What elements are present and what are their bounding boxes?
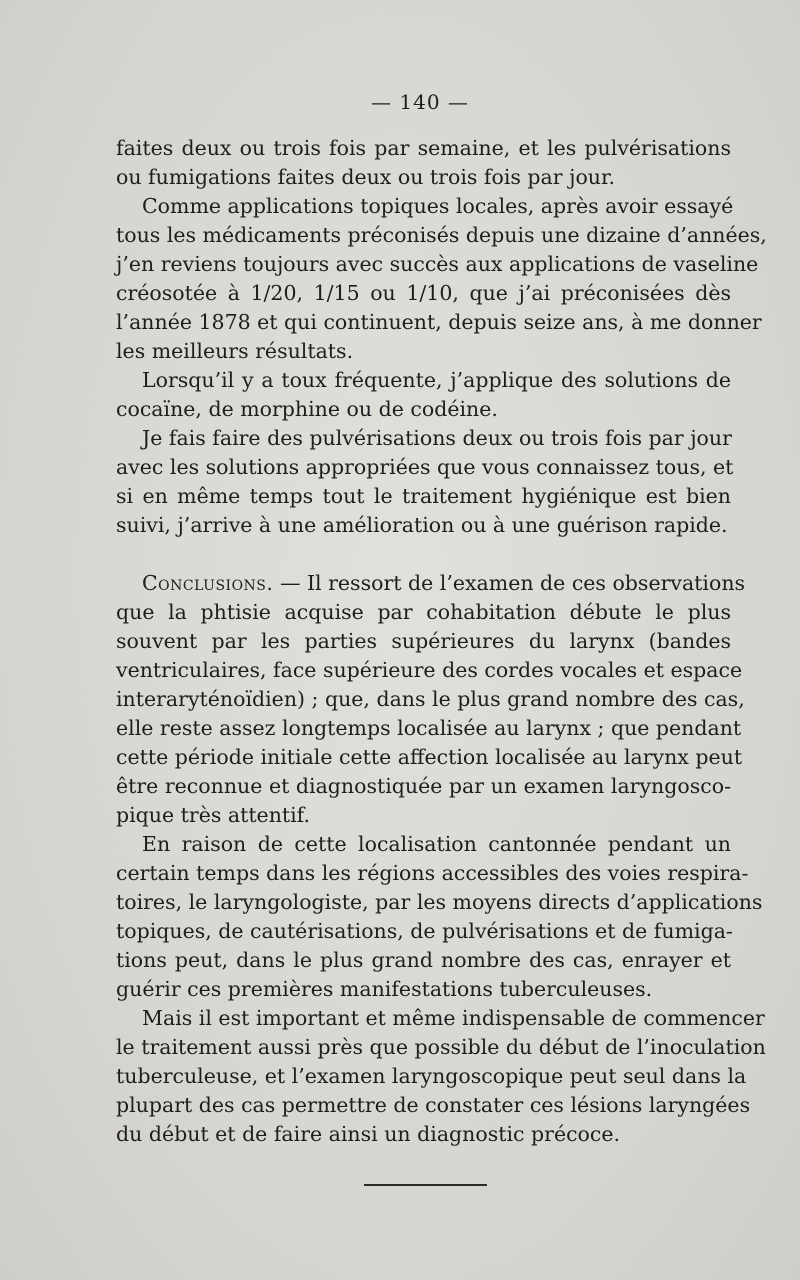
text-line: du début et de faire ainsi un diagnostic précoce.: [116, 1122, 621, 1146]
text-line: tuberculeuse, et l’examen laryngoscopique peut seul dans la: [116, 1064, 747, 1088]
conclusions-paragraph: [116, 569, 746, 830]
conclusions-first-line: — Il ressort de l’examen de ces observations: [273, 571, 746, 595]
text-line: Comme applications topiques locales, après avoir essayé: [142, 194, 734, 218]
text-line: si en même temps tout le traitement hygiénique est bien: [116, 484, 731, 508]
text-line: suivi, j’arrive à une amélioration ou à une guérison rapide.: [116, 513, 728, 537]
text-line: guérir ces premières manifestations tuberculeuses.: [116, 977, 653, 1001]
text-line: cette période initiale cette affection localisée au larynx peut: [116, 745, 743, 769]
text-line: que la phtisie acquise par cohabitation débute le plus: [116, 600, 731, 624]
conclusions-heading: Conclusions.: [142, 571, 274, 595]
text-line: plupart des cas permettre de constater ces lésions laryngées: [116, 1093, 751, 1117]
paragraph-4: [116, 424, 734, 540]
text-line: cocaïne, de morphine ou de codéine.: [116, 397, 498, 421]
text-line: avec les solutions appropriées que vous connaissez tous, et: [116, 455, 734, 479]
text-line: créosotée à 1/20, 1/15 ou 1/10, que j’ai préconisées dès: [116, 281, 731, 305]
text-line: j’en reviens toujours avec succès aux applications de vaseline: [116, 252, 759, 276]
paragraph-6: [116, 1004, 766, 1149]
text-line: les meilleurs résultats.: [116, 339, 354, 363]
paragraph-1: [116, 134, 731, 192]
text-line: Je fais faire des pulvérisations deux ou trois fois par jour: [142, 426, 732, 450]
text-line: topiques, de cautérisations, de pulvérisations et de fumiga-: [116, 919, 733, 943]
text-line: certain temps dans les régions accessibles des voies respira-: [116, 861, 749, 885]
text-line: tions peut, dans le plus grand nombre des cas, enrayer et: [116, 948, 731, 972]
text-line: souvent par les parties supérieures du larynx (bandes: [116, 629, 731, 653]
text-line: elle reste assez longtemps localisée au larynx ; que pendant: [116, 716, 742, 740]
text-line: Mais il est important et même indispensable de commencer: [142, 1006, 765, 1030]
text-line: ventriculaires, face supérieure des cordes vocales et espace: [116, 658, 743, 682]
paragraph-3: [116, 366, 731, 424]
body-text: [116, 134, 767, 1149]
end-rule-divider: [364, 1184, 487, 1186]
paragraph-2: [116, 192, 767, 366]
paragraph-gap: [116, 540, 731, 569]
text-line: [116, 569, 746, 598]
text-line: Lorsqu’il y a toux fréquente, j’applique des solutions de: [142, 368, 731, 392]
text-line: pique très attentif.: [116, 803, 311, 827]
paragraph-5: [116, 830, 763, 1004]
text-line: l’année 1878 et qui continuent, depuis seize ans, à me donner: [116, 310, 762, 334]
text-line: ou fumigations faites deux ou trois fois par jour.: [116, 165, 616, 189]
text-line: toires, le laryngologiste, par les moyens directs d’applications: [116, 890, 763, 914]
text-line: tous les médicaments préconisés depuis une dizaine d’années,: [116, 223, 767, 247]
text-line: faites deux ou trois fois par semaine, et les pulvérisations: [116, 136, 731, 160]
text-line: être reconnue et diagnostiquée par un examen laryngosco-: [116, 774, 731, 798]
text-line: le traitement aussi près que possible du début de l’inoculation: [116, 1035, 766, 1059]
text-line: En raison de cette localisation cantonnée pendant un: [142, 832, 731, 856]
text-line: interaryténoïdien) ; que, dans le plus grand nombre des cas,: [116, 687, 745, 711]
page-number: — 140 —: [371, 90, 469, 114]
